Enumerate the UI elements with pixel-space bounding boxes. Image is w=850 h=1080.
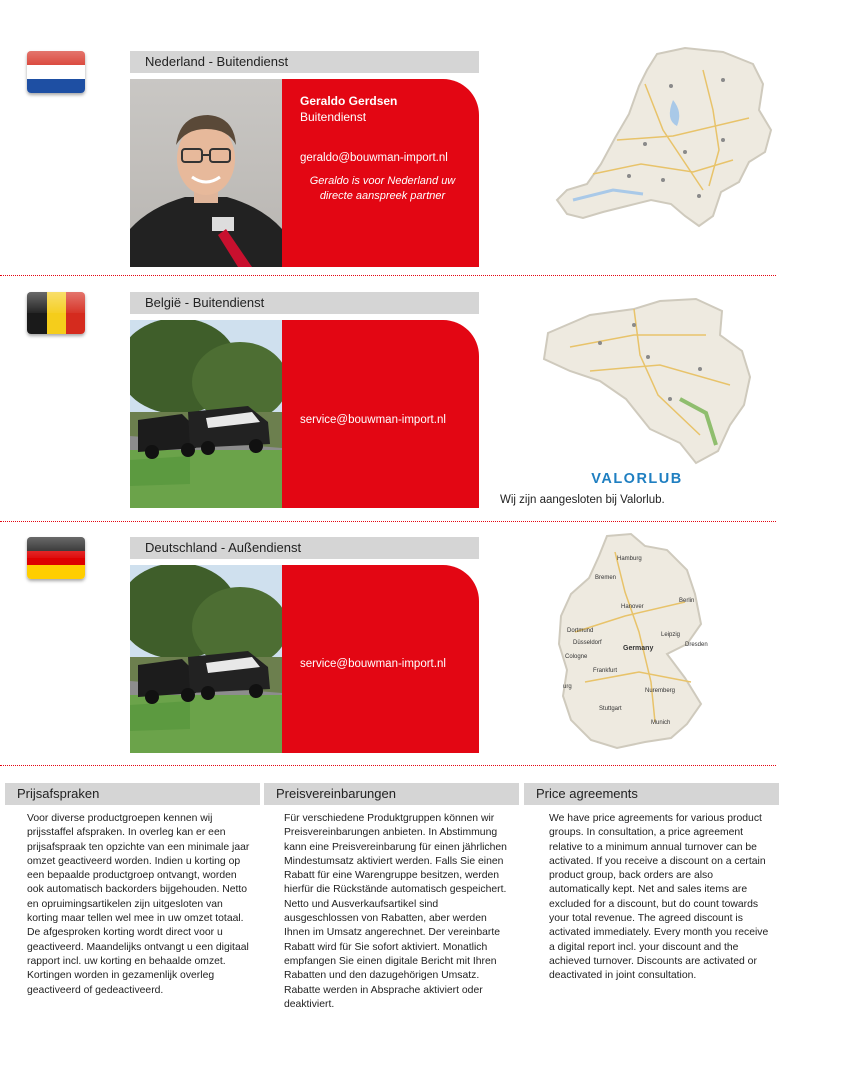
column-header-prijsafspraken: Prijsafspraken — [5, 783, 260, 805]
contact-note: Geraldo is voor Nederland uw directe aanspreek partner — [309, 175, 456, 202]
map-label-hamburg: Hamburg — [617, 556, 642, 562]
contact-card-nederland — [282, 79, 479, 267]
column-text-prijsafspraken: Voor diverse productgroepen kennen wij prijsstaffel afspraken. In overleg kan er een prijsafspraak ten opzichte van een minimale jaar omzet geactiveerd worden. Indien u korting op een bepaalde productgroep ontvangt, worden ook automatisch backorders bijgehouden. Netto en opruimingsartikelen zijn uitgesloten van korting maar tellen wel mee in uw omzet totaal. De afgesproken korting wordt direct voor u geactiveerd. Maandelijks ontvangt u een digitaal rapport incl. uw korting en behaalde omzet. Kortingen worden in gezamenlijk overleg geactiveerd of gedeactiveerd. — [27, 813, 250, 996]
netherlands-map — [553, 40, 778, 235]
germany-flag-icon — [27, 537, 85, 579]
contact-email-link[interactable]: service@bouwman-import.nl — [300, 658, 446, 670]
contact-card-belgie — [282, 320, 479, 508]
section-header-deutschland: Deutschland - Außendienst — [130, 537, 479, 559]
belgium-flag-icon — [27, 292, 85, 334]
map-label-berlin: Berlin — [679, 598, 695, 604]
map-label-bremen: Bremen — [595, 575, 617, 581]
map-label-hanover: Hanover — [621, 604, 644, 610]
map-label-frankfurt: Frankfurt — [593, 668, 618, 674]
belgium-map — [530, 295, 755, 475]
column-header-price-agreements: Price agreements — [524, 783, 779, 805]
column-header-preisvereinbarungen: Preisvereinbarungen — [264, 783, 519, 805]
contact-role: Buitendienst — [300, 110, 367, 124]
map-label-germany: Germany — [623, 645, 654, 652]
map-label-urg: urg — [563, 684, 572, 690]
map-label-stuttgart: Stuttgart — [599, 706, 622, 712]
netherlands-flag-icon — [27, 51, 85, 93]
valorlub-caption: Wij zijn aangesloten bij Valorlub. — [500, 494, 665, 506]
section-divider — [0, 521, 776, 522]
column-text-preisvereinbarungen: Für verschiedene Produktgruppen können wir Preisvereinbarungen anbieten. In Abstimmung kann eine Preisvereinbarung für einen jährlichen Mindestumsatz aktiviert werden. Falls Sie einen Rabatt für eine Warengruppe besitzen, werden hierfür die Rückstände automatisch gespeichert. Netto und Ausverkaufsartikel sind ausgeschlossen von Rabatten, aber werden Ihnen im Umsatz angerechnet. Der vereinbarte Rabatt wird für Sie sofort aktiviert. Monatlich empfangen Sie einen digitale Bericht mit Ihren Rabatten und den dazugehörigen Umsatz. Rabatte werden in Absprache aktiviert oder deaktiviert. — [284, 813, 507, 1010]
map-label-dortmund: Dortmund — [567, 628, 594, 634]
section-header-belgie: België - Buitendienst — [130, 292, 479, 314]
section-divider — [0, 275, 776, 276]
valorlub-logo: VALORLUB — [591, 471, 683, 487]
map-label-munich: Munich — [651, 720, 671, 726]
company-vans-photo — [130, 565, 282, 753]
map-label-dusseldorf: Düsseldorf — [573, 640, 602, 646]
map-label-cologne: Cologne — [565, 654, 588, 660]
column-text-price-agreements: We have price agreements for various product groups. In consultation, a price agreement relative to a minimum annual turnover can be activated. If you receive a discount on a certain product group, back orders are also automatically kept. Net and sales items are excluded for a discount, but do count towards your total revenue. The agreed discount is activated immediately. Every month you receive a digital report incl. your discount and the achieved turnover. Discounts are activated or deactivated in joint consultation. — [549, 813, 769, 982]
contact-email-link[interactable]: service@bouwman-import.nl — [300, 414, 446, 426]
contact-card-deutschland — [282, 565, 479, 753]
company-vans-photo — [130, 320, 282, 508]
map-label-nuremberg: Nuremberg — [645, 688, 676, 694]
map-label-dresden: Dresden — [685, 642, 708, 648]
map-label-leipzig: Leipzig — [661, 632, 681, 638]
contact-name: Geraldo Gerdsen — [300, 94, 398, 108]
contact-email-link[interactable]: geraldo@bouwman-import.nl — [300, 152, 448, 164]
contact-photo — [130, 79, 282, 267]
section-header-nederland: Nederland - Buitendienst — [130, 51, 479, 73]
section-divider — [0, 765, 776, 766]
